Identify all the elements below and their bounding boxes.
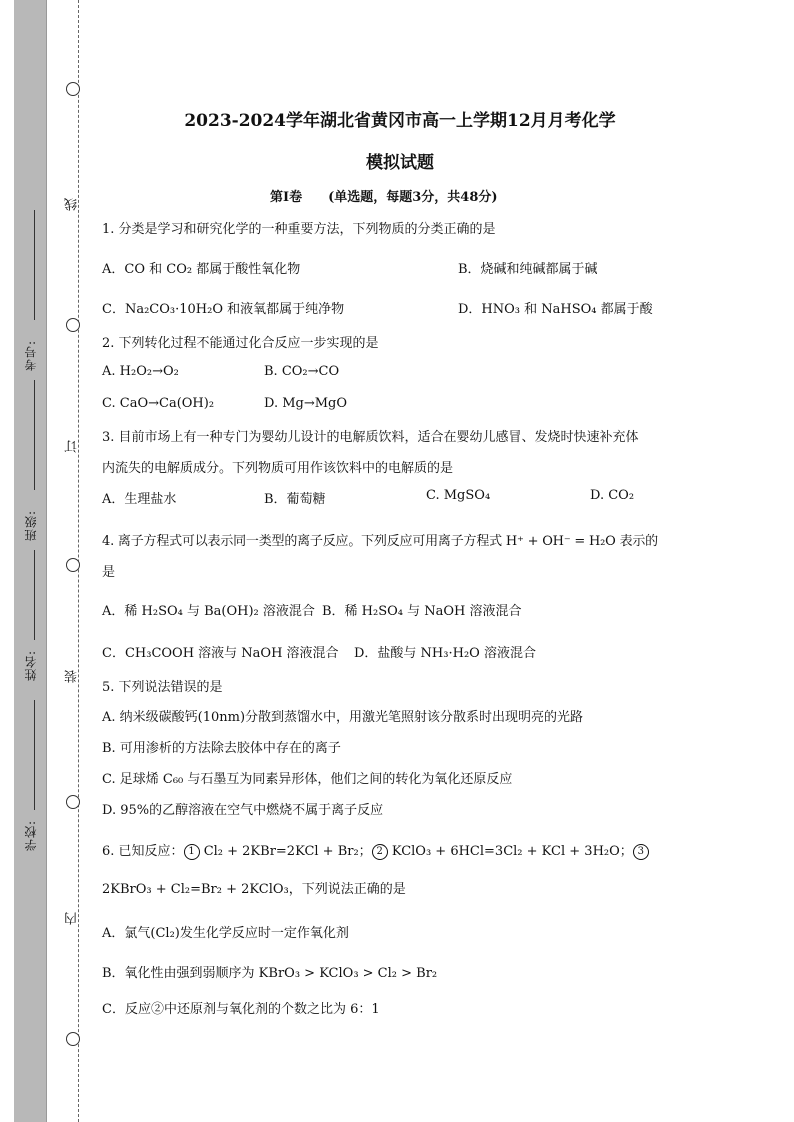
name-label: 姓名: <box>24 650 38 682</box>
reaction-2: KClO₃ + 6HCl=3Cl₂ + KCl + 3H₂O； <box>391 844 633 859</box>
page-subtitle: 模拟试题 <box>366 153 434 173</box>
question-4-option-d: D．盐酸与 NH₃·H₂O 溶液混合 <box>354 646 536 661</box>
reaction-number-badge: 3 <box>633 844 649 860</box>
question-2-option-c: C. CaO→Ca(OH)₂ <box>102 396 215 411</box>
question-4-stem-line1: 4. 离子方程式可以表示同一类型的离子反应。下列反应可用离子方程式 H⁺ + OH⁻ = H₂O 表示的 <box>102 534 658 549</box>
binding-char: 订 <box>65 440 80 453</box>
reaction-1: Cl₂ + 2KBr=2KCl + Br₂； <box>203 844 372 859</box>
question-1-option-a: A．CO 和 CO₂ 都属于酸性氧化物 <box>102 262 301 277</box>
question-1-option-d: D．HNO₃ 和 NaHSO₄ 都属于酸 <box>458 302 653 317</box>
binding-hole <box>66 795 80 809</box>
question-5-option-a: A. 纳米级碳酸钙(10nm)分散到蒸馏水中，用激光笔照射该分散系时出现明亮的光路 <box>102 710 584 725</box>
question-2-option-b: B. CO₂→CO <box>264 364 340 379</box>
school-line <box>34 700 35 810</box>
question-6-option-b: B．氧化性由强到弱顺序为 KBrO₃ > KClO₃ > Cl₂ > Br₂ <box>102 966 438 981</box>
question-4-stem-line2: 是 <box>102 565 116 580</box>
binding-char: 内 <box>65 912 80 925</box>
question-4-option-a: A．稀 H₂SO₄ 与 Ba(OH)₂ 溶液混合 <box>102 604 315 619</box>
question-3-option-d: D. CO₂ <box>590 488 635 503</box>
binding-hole <box>66 558 80 572</box>
question-5-option-d: D. 95%的乙醇溶液在空气中燃烧不属于离子反应 <box>102 803 384 818</box>
question-4-option-c: C．CH₃COOH 溶液与 NaOH 溶液混合 <box>102 646 339 661</box>
question-1-option-c: C．Na₂CO₃·10H₂O 和液氧都属于纯净物 <box>102 302 345 317</box>
question-5-option-b: B. 可用渗析的方法除去胶体中存在的离子 <box>102 741 341 756</box>
section-heading: 第I卷 (单选题，每题3分，共48分) <box>270 190 498 205</box>
question-4-option-b: B．稀 H₂SO₄ 与 NaOH 溶液混合 <box>322 604 522 619</box>
question-2-stem: 2. 下列转化过程不能通过化合反应一步实现的是 <box>102 336 379 351</box>
class-line <box>34 380 35 490</box>
question-2-option-d: D. Mg→MgO <box>264 396 348 411</box>
binding-char: 装 <box>65 670 80 683</box>
question-3-option-b: B．葡萄糖 <box>264 492 326 507</box>
question-3-option-c: C. MgSO₄ <box>426 488 491 503</box>
school-label: 学校: <box>24 820 38 852</box>
question-6-option-c: C．反应②中还原剂与氧化剂的个数之比为 6：1 <box>102 1002 380 1017</box>
question-3-stem-line2: 内流失的电解质成分。下列物质可用作该饮料中的电解质的是 <box>102 461 454 476</box>
reaction-number-badge: 2 <box>372 844 388 860</box>
question-5-stem: 5. 下列说法错误的是 <box>102 680 223 695</box>
question-1-stem: 1. 分类是学习和研究化学的一种重要方法，下列物质的分类正确的是 <box>102 222 496 237</box>
class-label: 班级: <box>24 510 38 542</box>
exam-no-line <box>34 210 35 320</box>
exam-no-label: 考号: <box>24 340 38 372</box>
binding-hole <box>66 1032 80 1046</box>
question-6-option-a: A．氯气(Cl₂)发生化学反应时一定作氧化剂 <box>102 926 349 941</box>
binding-margin-bar <box>14 0 47 1122</box>
question-6-prefix: 6. 已知反应： <box>102 844 184 859</box>
question-6-stem <box>102 840 649 860</box>
binding-hole <box>66 82 80 96</box>
reaction-number-badge: 1 <box>184 844 200 860</box>
binding-char: 线 <box>65 198 80 211</box>
name-line <box>34 550 35 640</box>
reaction-3: 2KBrO₃ + Cl₂=Br₂ + 2KClO₃，下列说法正确的是 <box>102 882 406 897</box>
question-2-option-a: A. H₂O₂→O₂ <box>102 364 179 379</box>
binding-hole <box>66 318 80 332</box>
question-1-option-b: B．烧碱和纯碱都属于碱 <box>458 262 598 277</box>
question-3-stem-line1: 3. 目前市场上有一种专门为婴幼儿设计的电解质饮料，适合在婴幼儿感冒、发烧时快速补充体 <box>102 430 639 445</box>
question-5-option-c: C. 足球烯 C₆₀ 与石墨互为同素异形体，他们之间的转化为氧化还原反应 <box>102 772 513 787</box>
page-title: 2023-2024学年湖北省黄冈市高一上学期12月月考化学 <box>184 111 616 131</box>
question-3-option-a: A．生理盐水 <box>102 492 177 507</box>
